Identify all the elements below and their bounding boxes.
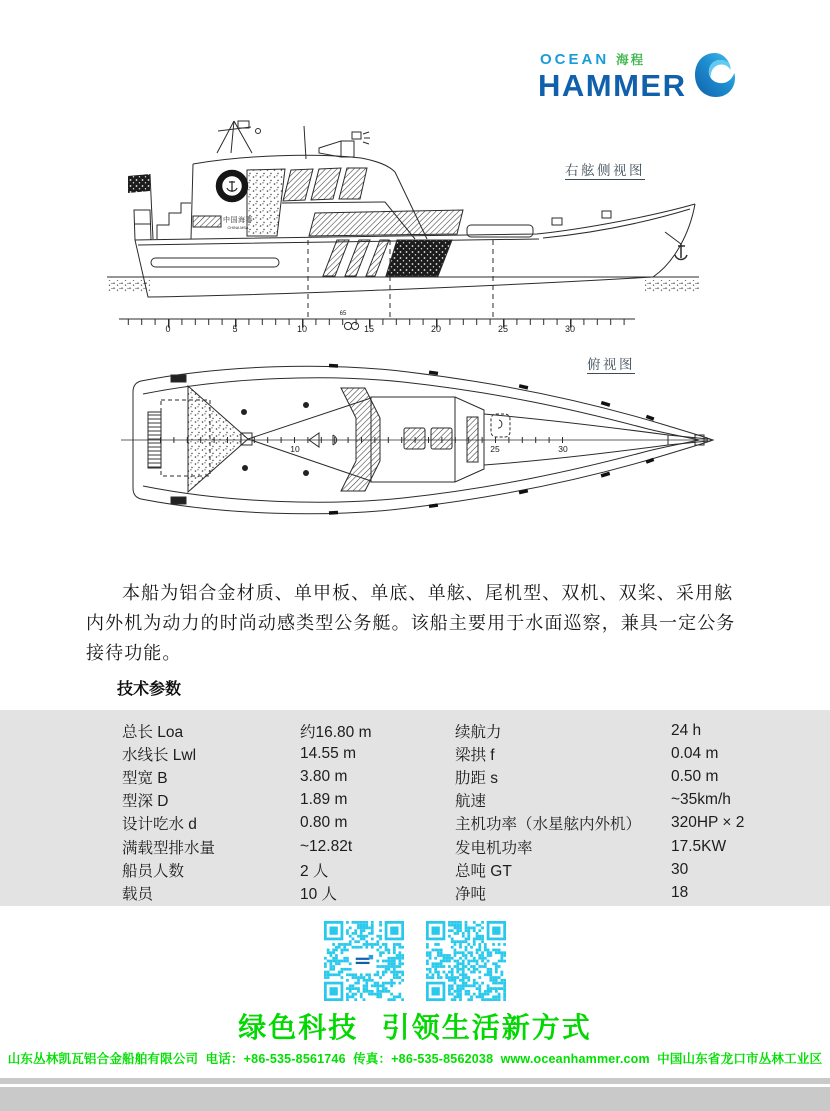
qr-code-left [324, 921, 404, 1001]
spec-value: ~12.82t [300, 837, 353, 855]
spec-value: 2 人 [300, 862, 329, 880]
boat-description: 本船为铝合金材质、单甲板、单底、单舷、尾机型、双机、双桨、采用舷内外机为动力的时尚动感类型公务艇。该船主要用于水面巡察，兼具一定公务接待功能。 [86, 583, 736, 663]
svg-text:10: 10 [296, 324, 308, 332]
svg-text:0: 0 [165, 324, 171, 332]
svg-text:10: 10 [290, 444, 300, 454]
spec-label: 型宽 B [122, 769, 168, 787]
specs-heading: 技术参数 [117, 681, 182, 698]
spec-value: ~35km/h [671, 791, 731, 809]
bottom-bar [0, 1087, 830, 1111]
svg-text:5: 5 [232, 324, 238, 332]
svg-text:20: 20 [430, 324, 442, 332]
footer-contact-line: 山东丛林凯瓦铝合金船舶有限公司 电话：+86-535-8561746 传真：+86-535-8562038 www.oceanhammer.com 中国山东省龙口市丛林工业区 [7, 1052, 823, 1066]
spec-row [122, 789, 447, 812]
side-view-title: 右舷侧视图 [565, 163, 645, 178]
spec-label: 满载型排水量 [122, 839, 216, 857]
spec-row [122, 742, 447, 765]
station-note: 65 [339, 311, 347, 317]
specs-right-column [455, 719, 825, 905]
qr-code-row [0, 921, 830, 1001]
spec-value: 10 人 [300, 885, 338, 903]
spec-row [455, 835, 825, 858]
spec-value: 约16.80 m [300, 723, 372, 741]
spec-row [455, 765, 825, 788]
svg-text:25: 25 [490, 444, 500, 454]
svg-text:30: 30 [564, 324, 576, 332]
qr-code-right [426, 921, 506, 1001]
spec-row [455, 858, 825, 881]
logo-ocean-text: OCEAN [540, 51, 610, 68]
spec-label: 主机功率（水星舷内外机） [455, 816, 642, 834]
spec-label: 发电机功率 [455, 839, 533, 857]
spec-label: 续航力 [455, 723, 502, 741]
logo-hammer-text: HAMMER [538, 68, 687, 103]
wave-icon [694, 52, 736, 98]
spec-label: 总长 Loa [122, 723, 184, 741]
spec-row [455, 742, 825, 765]
spec-row [122, 858, 447, 881]
spec-row [455, 881, 825, 904]
spec-value: 0.04 m [671, 744, 719, 762]
spec-row [122, 719, 447, 742]
top-view-drawing [103, 350, 731, 529]
spec-value: 320HP × 2 [671, 814, 745, 832]
spec-label: 船员人数 [122, 862, 185, 880]
spec-label: 水线长 Lwl [122, 746, 197, 764]
spec-value: 24 h [671, 721, 702, 739]
spec-value: 1.89 m [300, 791, 348, 809]
spec-row [455, 719, 825, 742]
spec-label: 载员 [122, 885, 154, 903]
green-slogan: 绿色科技 引领生活新方式 [238, 1011, 592, 1044]
spec-row [122, 812, 447, 835]
logo-chinese-text: 海程 [616, 53, 646, 67]
scale-labels [165, 324, 575, 332]
top-view-title: 俯视图 [587, 357, 635, 372]
spec-value: 3.80 m [300, 767, 348, 785]
spec-row [122, 881, 447, 904]
spec-label: 设计吃水 d [122, 816, 197, 834]
spec-value: 14.55 m [300, 744, 357, 762]
svg-text:25: 25 [497, 324, 509, 332]
svg-text:15: 15 [363, 324, 375, 332]
spec-value: 17.5KW [671, 837, 727, 855]
spec-label: 肋距 s [455, 769, 499, 787]
divider-bar [0, 1078, 830, 1084]
spec-value: 30 [671, 860, 689, 878]
hull-text-cn: 中国海事 [223, 217, 253, 224]
spec-label: 型深 D [122, 793, 169, 811]
spec-label: 净吨 [455, 885, 487, 903]
spec-label: 梁拱 f [455, 746, 495, 764]
spec-value: 0.50 m [671, 767, 719, 785]
hull-text-en: CHINA MSA [227, 226, 249, 230]
side-view-drawing [105, 112, 705, 332]
specs-left-column [122, 719, 447, 905]
spec-label: 总吨 GT [455, 862, 512, 880]
plan-scale-labels [290, 444, 568, 454]
spec-row [455, 789, 825, 812]
spec-row [122, 765, 447, 788]
spec-row [455, 812, 825, 835]
spec-row [122, 835, 447, 858]
spec-value: 0.80 m [300, 814, 348, 832]
spec-label: 航速 [455, 793, 487, 811]
svg-text:30: 30 [558, 444, 568, 454]
spec-value: 18 [671, 883, 689, 901]
